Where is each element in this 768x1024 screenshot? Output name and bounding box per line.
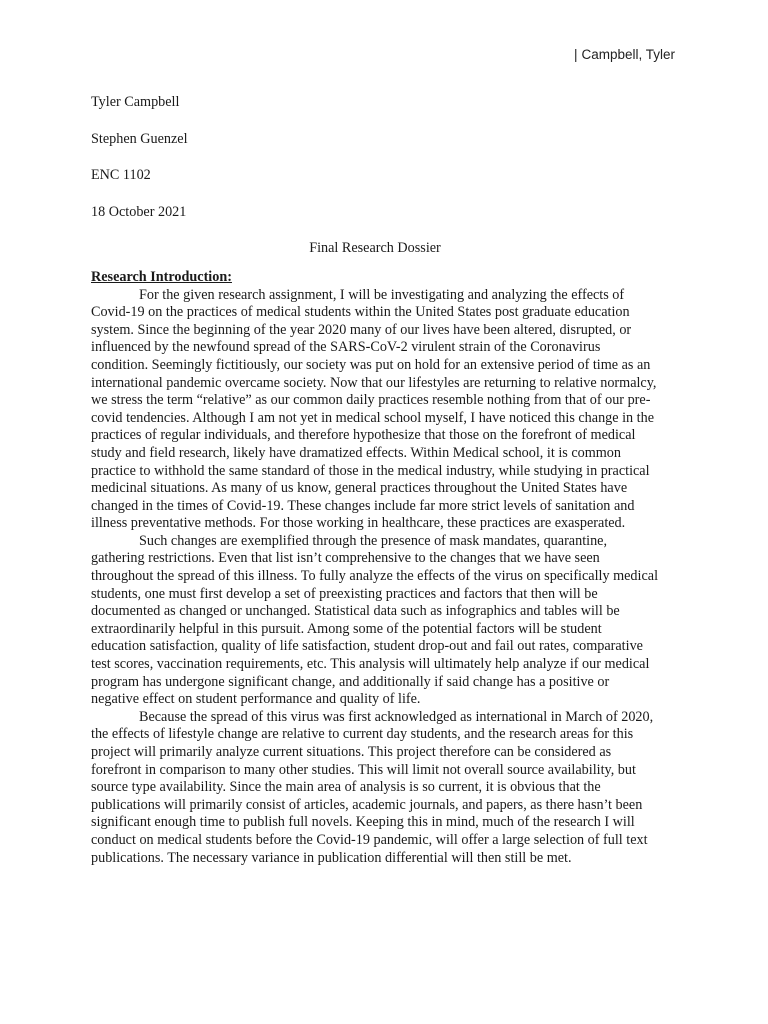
paragraph: For the given research assignment, I will be investigating and analyzing the effects of Covid-19 on the practices of medical students within the United States post graduate education system. Since the beginning of the year 2020 many of our lives have been altered, disrupted, or influenced by the newfound spread of the SARS-CoV-2 virulent strain of the Coronavirus condition. Seemingly fictitiously, our society was put on hold for an extensive period of time as an international pandemic overcame society. Now that our lifestyles are returning to relative normalcy, we stress the term “relative” as our common daily practices resemble nothing from that of our pre- covid tendencies. Although I am not yet in medical school myself, I have noticed this change in the practices of regular individuals, and therefore hypothesize that those on the forefront of medical study and field research, likely have dramatized effects. Within Medical school, it is common practice to withhold the same standard of those in the medical industry, while studying in practical medicinal situations. As many of us know, general practices throughout the United States have changed in the times of Covid-19. These changes include far more strict levels of sanitation and illness preventative methods. For those working in healthcare, these practices are exasperated. <box>91 286 657 532</box>
running-head-separator: | <box>574 47 578 62</box>
document-date: 18 October 2021 <box>91 203 187 220</box>
course-code: ENC 1102 <box>91 167 151 184</box>
paragraph: Such changes are exemplified through the presence of mask mandates, quarantine, gathering restrictions. Even that list isn’t comprehensive to the changes that we have seen throughout the spread of this illness. To fully analyze the effects of the virus on specifically medical students, one must first develop a set of preexisting practices and factors that then will be documented as changed or unchanged. Statistical data such as infographics and tables will be extraordinarily helpful in this pursuit. Among some of the potential factors will be student education satisfaction, quality of life satisfaction, student drop-out and fail out rates, comparative test scores, vaccination requirements, etc. This analysis will ultimately help analyze if our medical program has undergone significant change, and additionally if said change has a positive or negative effect on student performance and quality of life. <box>91 532 659 708</box>
instructor-name: Stephen Guenzel <box>91 130 188 147</box>
author-name: Tyler Campbell <box>91 94 180 110</box>
document-body <box>91 94 659 867</box>
running-head <box>574 47 675 62</box>
document-title: Final Research Dossier <box>309 240 441 257</box>
paragraph: Because the spread of this virus was first acknowledged as international in March of 2020, the effects of lifestyle change are relative to current day students, and the research areas for this project will primarily analyze current situations. This project therefore can be considered as forefront in comparison to many other studies. This will limit not overall source availability, but source type availability. Since the main area of analysis is so current, it is obvious that the publications will primarily consist of articles, academic journals, and papers, as there hasn’t been significant enough time to publish full novels. Keeping this in mind, much of the research I will conduct on medical students before the Covid-19 pandemic, will offer a large selection of full text publications. The necessary variance in publication differential will then still be met. <box>91 708 654 866</box>
section-heading: Research Introduction: <box>91 268 232 285</box>
running-head-text: Campbell, Tyler <box>581 47 676 62</box>
